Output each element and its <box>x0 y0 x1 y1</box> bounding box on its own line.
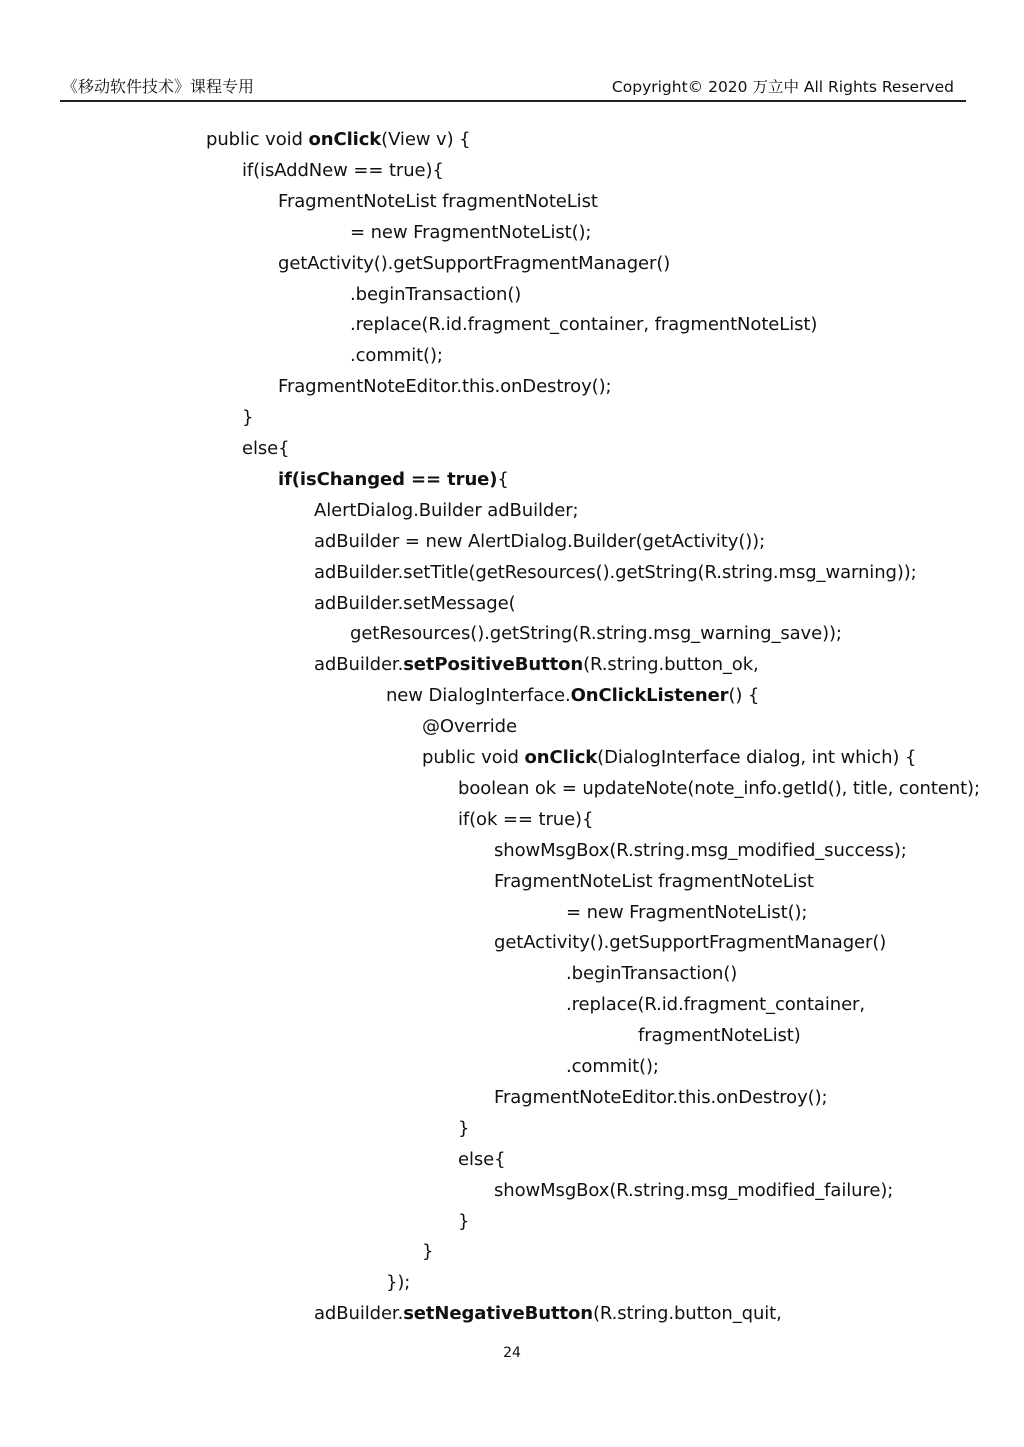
code-text: .replace(R.id.fragment_container, <box>566 994 865 1016</box>
code-line <box>494 836 907 866</box>
code-line <box>350 218 591 248</box>
header-divider <box>60 100 966 102</box>
code-line <box>278 372 611 402</box>
code-text: @Override <box>422 716 517 738</box>
code-line <box>494 867 814 897</box>
code-text: AlertDialog.Builder adBuilder; <box>314 499 579 521</box>
code-text: (R.string.button_ok, <box>583 654 759 676</box>
code-keyword: if(isChanged == true) <box>278 468 498 490</box>
code-line <box>458 1207 469 1237</box>
code-line <box>314 527 765 557</box>
code-line <box>350 280 521 310</box>
code-text: showMsgBox(R.string.msg_modified_failure); <box>494 1179 894 1201</box>
page-number: 24 <box>503 1345 521 1361</box>
code-text: FragmentNoteList fragmentNoteList <box>494 870 814 892</box>
code-line <box>638 1021 801 1051</box>
code-line <box>566 898 807 928</box>
code-text: else{ <box>458 1148 506 1170</box>
code-text: showMsgBox(R.string.msg_modified_success); <box>494 839 907 861</box>
code-line <box>242 434 289 464</box>
code-text: (DialogInterface dialog, int which) { <box>597 747 917 768</box>
code-line <box>422 743 916 773</box>
code-line <box>314 650 759 680</box>
code-keyword: onClick <box>524 747 598 768</box>
code-keyword: setNegativeButton <box>403 1303 593 1325</box>
code-line <box>314 589 516 619</box>
code-line <box>314 558 917 588</box>
code-line <box>386 1268 410 1298</box>
code-text: (View v) { <box>381 129 471 150</box>
code-line <box>278 249 670 279</box>
code-text: .commit(); <box>350 345 443 367</box>
code-line <box>206 125 470 155</box>
code-line <box>314 496 578 526</box>
code-text: fragmentNoteList) <box>638 1025 801 1047</box>
code-text: { <box>497 468 509 490</box>
code-line <box>242 403 253 433</box>
code-text: getActivity().getSupportFragmentManager() <box>494 932 887 954</box>
code-line <box>494 1176 893 1206</box>
code-line <box>314 1299 782 1329</box>
code-text: = new FragmentNoteList(); <box>566 901 808 923</box>
code-line <box>566 990 865 1020</box>
code-text: adBuilder. <box>314 654 404 676</box>
code-text: (R.string.button_quit, <box>592 1303 782 1325</box>
code-text: adBuilder.setTitle(getResources().getString(R.string.msg_warning)); <box>314 561 917 583</box>
code-keyword: setPositiveButton <box>403 654 584 676</box>
code-text: = new FragmentNoteList(); <box>350 221 592 243</box>
header-course-title: 《移动软件技术》课程专用 <box>62 77 255 96</box>
code-line <box>458 1145 505 1175</box>
code-text: public void <box>206 129 309 150</box>
code-line <box>566 959 737 989</box>
code-text: FragmentNoteEditor.this.onDestroy(); <box>494 1086 828 1108</box>
code-line <box>458 805 593 835</box>
code-text: if(ok == true){ <box>458 808 594 830</box>
code-text: getActivity().getSupportFragmentManager() <box>278 252 671 274</box>
code-text: if(isAddNew == true){ <box>242 159 444 181</box>
code-line <box>458 774 980 804</box>
code-text: public void <box>422 747 525 768</box>
code-keyword: OnClickListener <box>570 685 729 707</box>
code-text: } <box>458 1117 470 1139</box>
code-text: FragmentNoteEditor.this.onDestroy(); <box>278 376 612 398</box>
code-line <box>242 156 444 186</box>
code-text: else{ <box>242 438 290 459</box>
code-text: } <box>242 407 254 429</box>
code-text: }); <box>386 1272 411 1294</box>
code-text: .beginTransaction() <box>566 963 738 985</box>
code-line <box>278 187 598 217</box>
code-text: boolean ok = updateNote(note_info.getId(), title, content); <box>458 777 980 799</box>
code-text: } <box>422 1241 434 1263</box>
code-line <box>422 712 517 742</box>
code-text: } <box>458 1210 470 1232</box>
code-text: .beginTransaction() <box>350 283 522 305</box>
code-line <box>386 681 759 711</box>
code-line <box>494 928 886 958</box>
code-line <box>494 1083 827 1113</box>
code-line <box>350 341 443 371</box>
code-line <box>566 1052 659 1082</box>
code-line <box>422 1237 433 1267</box>
code-text: adBuilder = new AlertDialog.Builder(getActivity()); <box>314 530 766 552</box>
code-line <box>350 310 817 340</box>
header-copyright: Copyright© 2020 万立中 All Rights Reserved <box>611 78 954 96</box>
code-line <box>458 1114 469 1144</box>
code-text: .commit(); <box>566 1056 659 1077</box>
code-text: FragmentNoteList fragmentNoteList <box>278 190 598 212</box>
code-text: new DialogInterface. <box>386 685 571 707</box>
code-keyword: onClick <box>308 129 382 150</box>
code-text: getResources().getString(R.string.msg_warning_save)); <box>350 623 842 645</box>
code-line <box>278 465 509 495</box>
code-text: adBuilder.setMessage( <box>314 592 516 614</box>
code-text: adBuilder. <box>314 1303 404 1325</box>
code-text: .replace(R.id.fragment_container, fragmentNoteList) <box>350 314 818 336</box>
code-text: () { <box>728 685 760 707</box>
code-line <box>350 619 842 649</box>
